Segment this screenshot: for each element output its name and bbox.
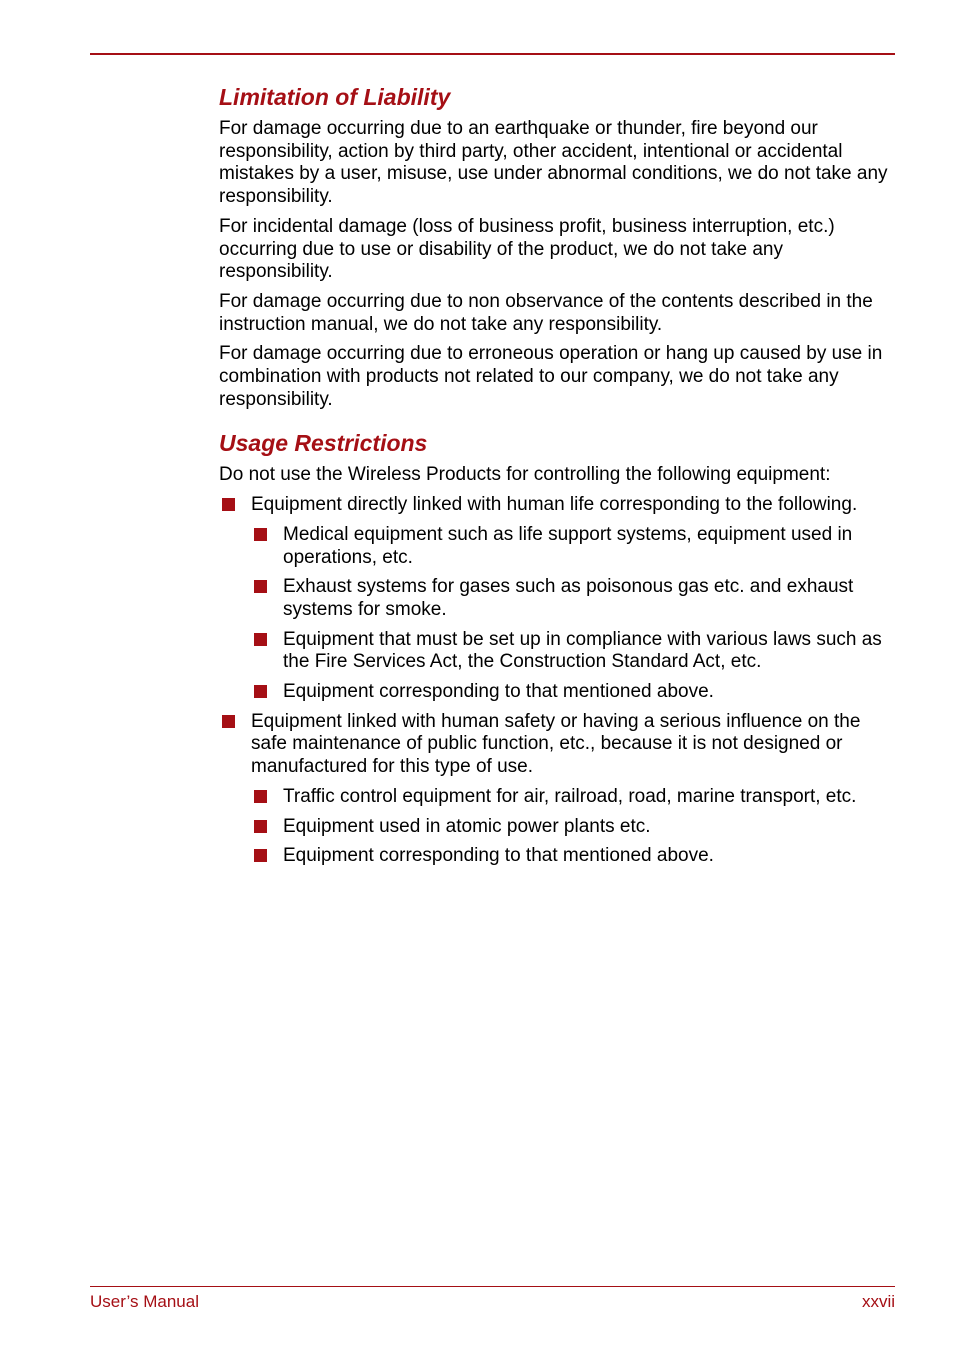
sub-list-item <box>251 845 899 868</box>
square-bullet-icon <box>254 820 267 833</box>
list-item-text: Equipment directly linked with human life corresponding to the following. <box>251 494 858 516</box>
usage-intro-block <box>219 464 899 487</box>
sub-list-item-text: Medical equipment such as life support systems, equipment used in operations, etc. <box>283 523 853 568</box>
square-bullet-icon <box>254 633 267 646</box>
square-bullet-icon <box>254 580 267 593</box>
sub-list-item <box>251 816 899 839</box>
square-bullet-icon <box>254 849 267 862</box>
square-bullet-icon <box>254 685 267 698</box>
square-bullet-icon <box>222 498 235 511</box>
square-bullet-icon <box>254 790 267 803</box>
liability-paragraph: For damage occurring due to non observance of the contents described in the instruction manual, we do not take any responsibility. <box>219 290 873 335</box>
sub-list-item-text: Exhaust systems for gases such as poisonous gas etc. and exhaust systems for smoke. <box>283 576 854 620</box>
list-item <box>219 494 899 704</box>
usage-intro: Do not use the Wireless Products for controlling the following equipment: <box>219 464 831 486</box>
square-bullet-icon <box>222 715 235 728</box>
usage-heading: Usage Restrictions <box>219 430 428 457</box>
list-item <box>219 711 899 868</box>
sub-list-item <box>251 576 899 621</box>
sub-list-item <box>251 786 899 809</box>
liability-paragraph: For damage occurring due to an earthquake or thunder, fire beyond our responsibility, action by third party, other accident, intentional or accidental mistakes by a user, misuse, use under abnormal conditions, we do not take any responsibility. <box>219 118 888 208</box>
sub-list-item <box>251 524 899 569</box>
usage-list <box>219 494 899 868</box>
header-rule <box>90 53 895 55</box>
list-item-text: Equipment linked with human safety or having a serious influence on the safe maintenance of public function, etc., because it is not designed or manufactured for this type of use. <box>251 710 861 778</box>
footer-manual-title: User’s Manual <box>90 1292 199 1311</box>
liability-paragraph: For incidental damage (loss of business profit, business interruption, etc.) occurring due to use or disability of the product, we do not take any responsibility. <box>219 215 835 283</box>
page-number: xxvii <box>861 1292 895 1311</box>
sub-list-item <box>251 629 899 674</box>
sub-list-item-text: Equipment corresponding to that mentioned above. <box>283 681 714 703</box>
sub-list <box>251 524 899 704</box>
sub-list-item-text: Traffic control equipment for air, railroad, road, marine transport, etc. <box>283 785 857 807</box>
sub-list-item <box>251 681 899 704</box>
sub-list-item-text: Equipment used in atomic power plants etc. <box>283 815 651 837</box>
footer-rule <box>90 1286 895 1287</box>
page-content <box>219 82 899 868</box>
sub-list-item-text: Equipment corresponding to that mentioned above. <box>283 845 714 867</box>
sub-list <box>251 786 899 868</box>
liability-paragraphs <box>219 118 899 411</box>
liability-heading: Limitation of Liability <box>219 84 451 110</box>
square-bullet-icon <box>254 528 267 541</box>
liability-paragraph: For damage occurring due to erroneous operation or hang up caused by use in combination with products not related to our company, we do not take any responsibility. <box>219 343 883 410</box>
sub-list-item-text: Equipment that must be set up in compliance with various laws such as the Fire Services Act, the Construction Standard Act, etc. <box>283 628 882 673</box>
